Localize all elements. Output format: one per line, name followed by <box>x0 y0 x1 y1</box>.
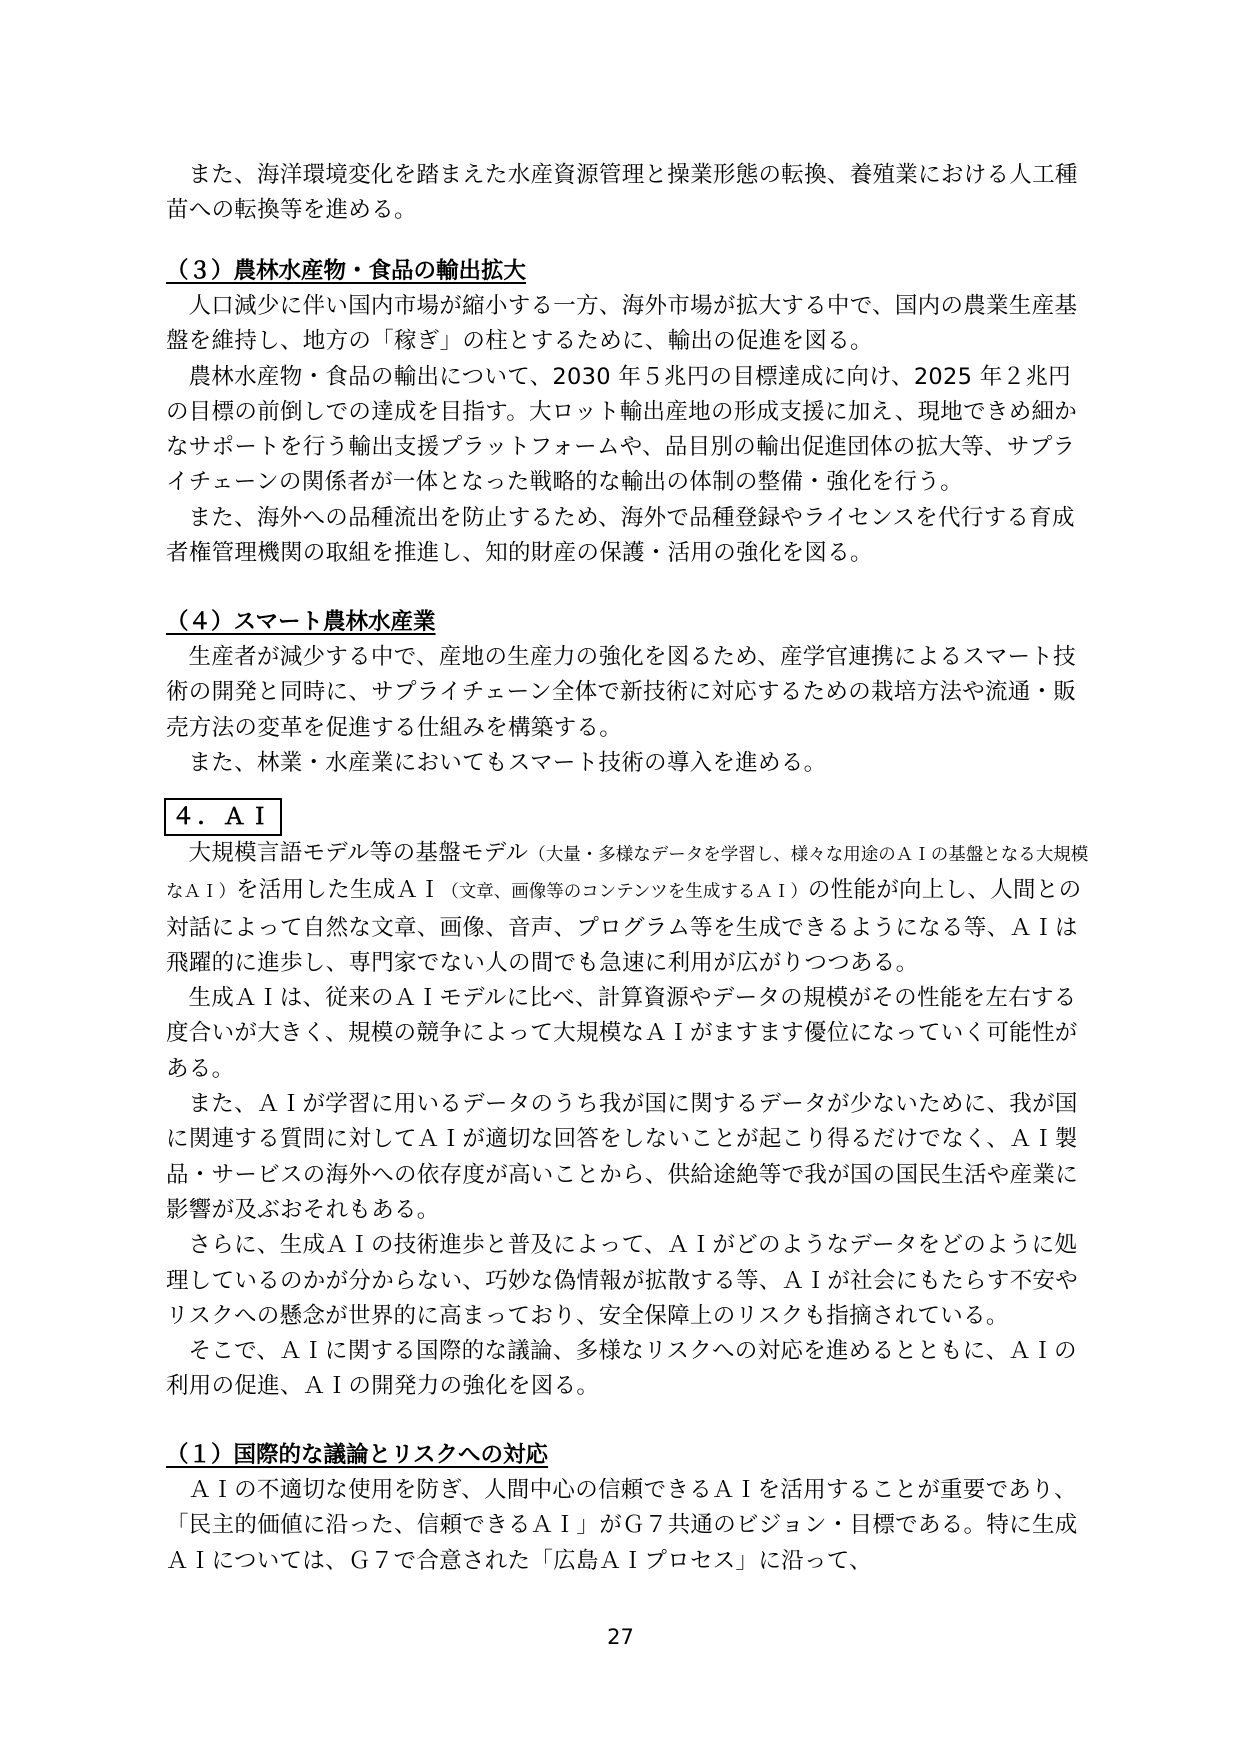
paragraph: 生産者が減少する中で、産地の生産力の強化を図るため、産学官連携によるスマート技術の開発と同時に、サプライチェーン全体で新技術に対応するための栽培方法や流通・販売方法の変革を促進する仕組みを構築する。 <box>166 644 1077 741</box>
paragraph: 農林水産物・食品の輸出について、2030 年５兆円の目標達成に向け、2025 年２兆円の目標の前倒しでの達成を目指す。大ロット輸出産地の形成支援に加え、現地できめ細かなサポートを行う輸出支援プラットフォームや、品目別の輸出促進団体の拡大等、サプライチェーンの関係者が一体となった戦略的な輸出の体制の整備・強化を行う。 <box>166 363 1078 496</box>
paragraph: さらに、生成ＡＩの技術進歩と普及によって、ＡＩがどのようなデータをどのように処理しているのかが分からない、巧妙な偽情報が拡散する等、ＡＩが社会にもたらす不安やリスクへの懸念が世界的に高まっており、安全保障上のリスクも指摘されている。 <box>166 1232 1079 1329</box>
page-number: 27 <box>607 1625 634 1649</box>
parenthetical-note: （文章、画像等のコンテンツを生成するＡＩ） <box>441 882 808 903</box>
paragraph: また、海外への品種流出を防止するため、海外で品種登録やライセンスを代行する育成者権管理機関の取組を推進し、知的財産の保護・活用の強化を図る。 <box>166 504 1075 567</box>
section-smart-agriculture <box>166 605 1091 781</box>
paragraph: ＡＩの不適切な使用を防ぎ、人間中心の信頼できるＡＩを活用することが重要であり、「民主的価値に沿った、信頼できるＡＩ」がＧ７共通のビジョン・目標である。特に生成ＡＩについては、Ｇ７で合意された「広島ＡＩプロセス」に沿って、 <box>166 1477 1078 1574</box>
section-ai <box>166 836 1091 1405</box>
paragraph: また、林業・水産業においてもスマート技術の導入を進める。 <box>188 749 827 776</box>
section-heading: （３）農林水産物・食品の輸出拡大 <box>166 258 527 284</box>
paragraph <box>166 836 1091 981</box>
text-run: を活用した生成ＡＩ <box>236 877 442 904</box>
chapter-title-box: ４．ＡＩ <box>164 798 282 836</box>
section-international-discussion <box>166 1438 1091 1579</box>
section-export-expansion <box>166 254 1091 571</box>
paragraph: 生成ＡＩは、従来のＡＩモデルに比べ、計算資源やデータの規模がその性能を左右する度合いが大きく、規模の競争によって大規模なＡＩがますます優位になっていく可能性がある。 <box>166 985 1078 1082</box>
paragraph: また、海洋環境変化を踏まえた水産資源管理と操業形態の転換、養殖業における人工種苗への転換等を進める。 <box>166 162 1078 224</box>
text-run: の性能が向上し、人間との対話によって自然な文章、画像、音声、プログラム等を生成できるようになる等、ＡＩは飛躍的に進歩し、専門家でない人の間でも急速に利用が広がりつつある。 <box>166 877 1082 976</box>
section-heading: （４）スマート農林水産業 <box>166 609 436 635</box>
parenthetical-note: （大量・多様なデータを学習し、様々な用途のＡＩの基盤となる大規模なＡＩ） <box>166 845 1089 903</box>
section-heading: （１）国際的な議論とリスクへの対応 <box>166 1442 549 1468</box>
paragraph: そこで、ＡＩに関する国際的な議論、多様なリスクへの対応を進めるとともに、ＡＩの利用の促進、ＡＩの開発力の強化を図る。 <box>166 1338 1077 1400</box>
paragraph: 人口減少に伴い国内市場が縮小する一方、海外市場が拡大する中で、国内の農業生産基盤を維持し、地方の「稼ぎ」の柱とするために、輸出の促進を図る。 <box>166 293 1078 355</box>
paragraph: また、ＡＩが学習に用いるデータのうち我が国に関するデータが少ないために、我が国に関連する質問に対してＡＩが適切な回答をしないことが起こり得るだけでなく、ＡＩ製品・サービスの海外への依存度が高いことから、供給途絶等で我が国の国民生活や産業に影響が及ぶおそれもある。 <box>166 1091 1079 1223</box>
text-run: 大規模言語モデル等の基盤モデル <box>188 840 529 866</box>
intro-section <box>166 158 1091 229</box>
